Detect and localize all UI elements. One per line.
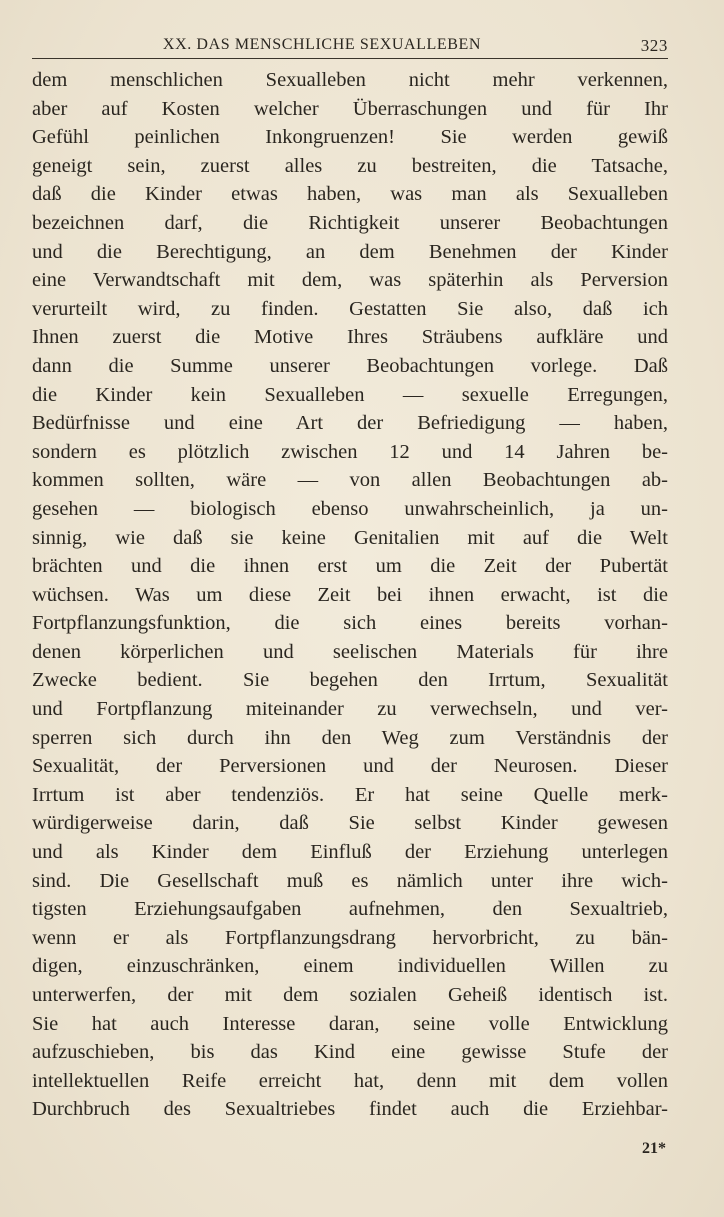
page-number: 323 bbox=[640, 36, 668, 55]
text-line: wenn er als Fortpflanzungsdrang hervorbricht, zu bän- bbox=[32, 926, 668, 949]
text-line: Fortpflanzungsfunktion, die sich eines bereits vorhan- bbox=[32, 612, 668, 635]
text-line: aufzuschieben, bis das Kind eine gewisse Stufe der bbox=[32, 1041, 668, 1064]
chapter-title: XX. DAS MENSCHLICHE SEXUALLEBEN bbox=[162, 36, 482, 53]
text-line: dem menschlichen Sexualleben nicht mehr verkennen, bbox=[32, 69, 668, 91]
text-line: und die Berechtigung, an dem Benehmen der Kinder bbox=[32, 240, 668, 263]
text-line: brächten und die ihnen erst um die Zeit der Pubertät bbox=[32, 555, 668, 578]
text-line: eine Verwandtschaft mit dem, was späterhin als Perversion bbox=[32, 269, 668, 292]
text-line: gesehen — biologisch ebenso unwahrscheinlich, ja un- bbox=[32, 497, 668, 520]
text-line: Bedürfnisse und eine Art der Befriedigung — haben, bbox=[32, 412, 668, 435]
text-line: unterwerfen, der mit dem sozialen Geheiß identisch ist. bbox=[32, 984, 668, 1006]
text-line: dann die Summe unserer Beobachtungen vorlege. Daß bbox=[32, 354, 668, 377]
text-line: sinnig, wie daß sie keine Genitalien mit auf die Welt bbox=[32, 526, 668, 549]
text-line: wüchsen. Was um diese Zeit bei ihnen erwacht, ist die bbox=[32, 583, 668, 606]
text-line: Zwecke bedient. Sie begehen den Irrtum, Sexualität bbox=[32, 669, 668, 692]
text-line: Gefühl peinlichen Inkongruenzen! Sie werden gewiß bbox=[32, 126, 668, 149]
text-line: die Kinder kein Sexualleben — sexuelle Erregungen, bbox=[32, 383, 668, 406]
text-line: Durchbruch des Sexualtriebes findet auch die Erziehbar- bbox=[32, 1098, 668, 1121]
text-line: tigsten Erziehungsaufgaben aufnehmen, den Sexualtrieb, bbox=[32, 898, 668, 921]
text-line: sondern es plötzlich zwischen 12 und 14 Jahren be- bbox=[32, 440, 668, 463]
text-line: digen, einzuschränken, einem individuellen Willen zu bbox=[32, 955, 668, 978]
text-line: sperren sich durch ihn den Weg zum Verständnis der bbox=[32, 726, 668, 749]
text-line: geneigt sein, zuerst alles zu bestreiten, die Tatsache, bbox=[32, 154, 668, 177]
text-line: würdigerweise darin, daß Sie selbst Kinder gewesen bbox=[32, 812, 668, 835]
signature-mark: 21* bbox=[642, 1140, 666, 1157]
text-line: Sie hat auch Interesse daran, seine volle Entwicklung bbox=[32, 1012, 668, 1035]
text-line: und Fortpflanzung miteinander zu verwechseln, und ver- bbox=[32, 698, 668, 721]
text-line: kommen sollten, wäre — von allen Beobachtungen ab- bbox=[32, 469, 668, 492]
body-text bbox=[32, 66, 668, 1124]
text-line: denen körperlichen und seelischen Materials für ihre bbox=[32, 640, 668, 663]
text-line: daß die Kinder etwas haben, was man als Sexualleben bbox=[32, 183, 668, 206]
text-line: sind. Die Gesellschaft muß es nämlich unter ihre wich- bbox=[32, 869, 668, 892]
text-line: aber auf Kosten welcher Überraschungen und für Ihr bbox=[32, 97, 668, 120]
text-line: Sexualität, der Perversionen und der Neurosen. Dieser bbox=[32, 755, 668, 778]
text-line: Irrtum ist aber tendenziös. Er hat seine Quelle merk- bbox=[32, 783, 668, 806]
text-line: verurteilt wird, zu finden. Gestatten Sie also, daß ich bbox=[32, 297, 668, 320]
text-line: und als Kinder dem Einfluß der Erziehung unterlegen bbox=[32, 841, 668, 864]
running-header bbox=[32, 36, 668, 59]
text-line: Ihnen zuerst die Motive Ihres Sträubens aufkläre und bbox=[32, 326, 668, 349]
text-line: bezeichnen darf, die Richtigkeit unserer Beobachtungen bbox=[32, 211, 668, 234]
text-line: intellektuellen Reife erreicht hat, denn mit dem vollen bbox=[32, 1069, 668, 1092]
